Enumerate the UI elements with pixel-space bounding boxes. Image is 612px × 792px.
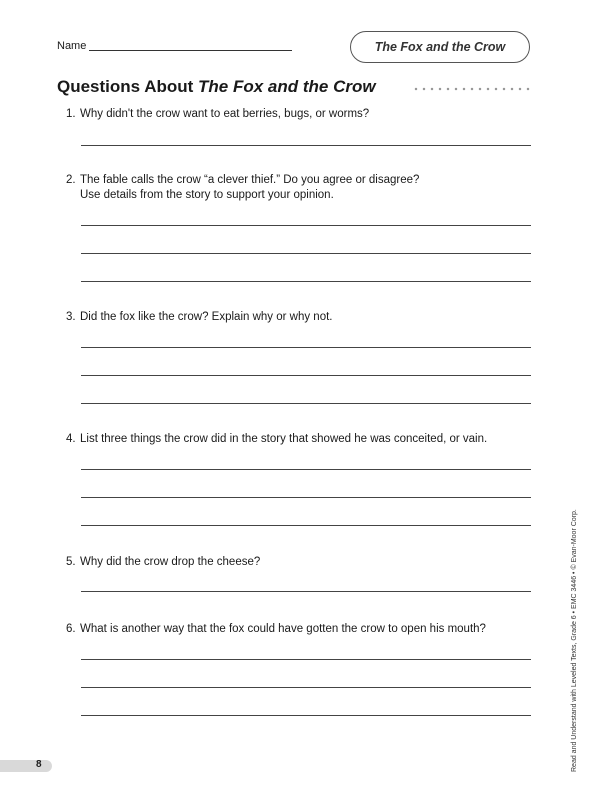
answer-line[interactable] bbox=[81, 347, 531, 348]
page-heading bbox=[57, 77, 376, 97]
answer-line[interactable] bbox=[81, 591, 531, 592]
question-5 bbox=[66, 555, 260, 570]
answer-line[interactable] bbox=[81, 281, 531, 282]
question-text: The fable calls the crow “a clever thief.” Do you agree or disagree? bbox=[80, 174, 420, 186]
page-number: 8 bbox=[36, 759, 42, 770]
answer-line[interactable] bbox=[81, 469, 531, 470]
side-credit: Read and Understand with Leveled Texts, Grade 6 • EMC 3446 • © Evan-Moor Corp. bbox=[571, 509, 578, 772]
answer-line[interactable] bbox=[81, 497, 531, 498]
name-label: Name bbox=[57, 40, 87, 52]
page-number-tab bbox=[0, 760, 52, 772]
answer-line[interactable] bbox=[81, 225, 531, 226]
heading-italic-title: The Fox and the Crow bbox=[198, 77, 376, 96]
question-text: List three things the crow did in the story that showed he was conceited, or vain. bbox=[80, 433, 488, 445]
question-3 bbox=[66, 310, 332, 325]
answer-line[interactable] bbox=[81, 145, 531, 146]
question-4 bbox=[66, 432, 487, 447]
question-6 bbox=[66, 622, 486, 637]
question-text: What is another way that the fox could have gotten the crow to open his mouth? bbox=[80, 623, 486, 635]
question-number: 2. bbox=[66, 174, 76, 186]
question-number: 1. bbox=[66, 108, 76, 120]
question-number: 3. bbox=[66, 311, 76, 323]
question-number: 6. bbox=[66, 623, 76, 635]
question-number: 5. bbox=[66, 556, 76, 568]
heading-dotted-rule bbox=[412, 87, 532, 91]
story-title-tab bbox=[350, 31, 530, 63]
question-text: Why did the crow drop the cheese? bbox=[80, 556, 261, 568]
answer-line[interactable] bbox=[81, 687, 531, 688]
answer-line[interactable] bbox=[81, 253, 531, 254]
question-text: Why didn't the crow want to eat berries, bugs, or worms? bbox=[80, 108, 370, 120]
answer-line[interactable] bbox=[81, 525, 531, 526]
story-title-text: The Fox and the Crow bbox=[374, 40, 506, 54]
question-text: Did the fox like the crow? Explain why or why not. bbox=[80, 311, 333, 323]
answer-line[interactable] bbox=[81, 715, 531, 716]
name-field-line[interactable] bbox=[89, 50, 292, 51]
answer-line[interactable] bbox=[81, 659, 531, 660]
answer-line[interactable] bbox=[81, 375, 531, 376]
question-text-continued: Use details from the story to support your opinion. bbox=[80, 189, 334, 201]
answer-line[interactable] bbox=[81, 403, 531, 404]
heading-prefix: Questions About bbox=[57, 77, 199, 96]
question-number: 4. bbox=[66, 433, 76, 445]
question-2 bbox=[66, 173, 419, 203]
question-1 bbox=[66, 107, 369, 122]
